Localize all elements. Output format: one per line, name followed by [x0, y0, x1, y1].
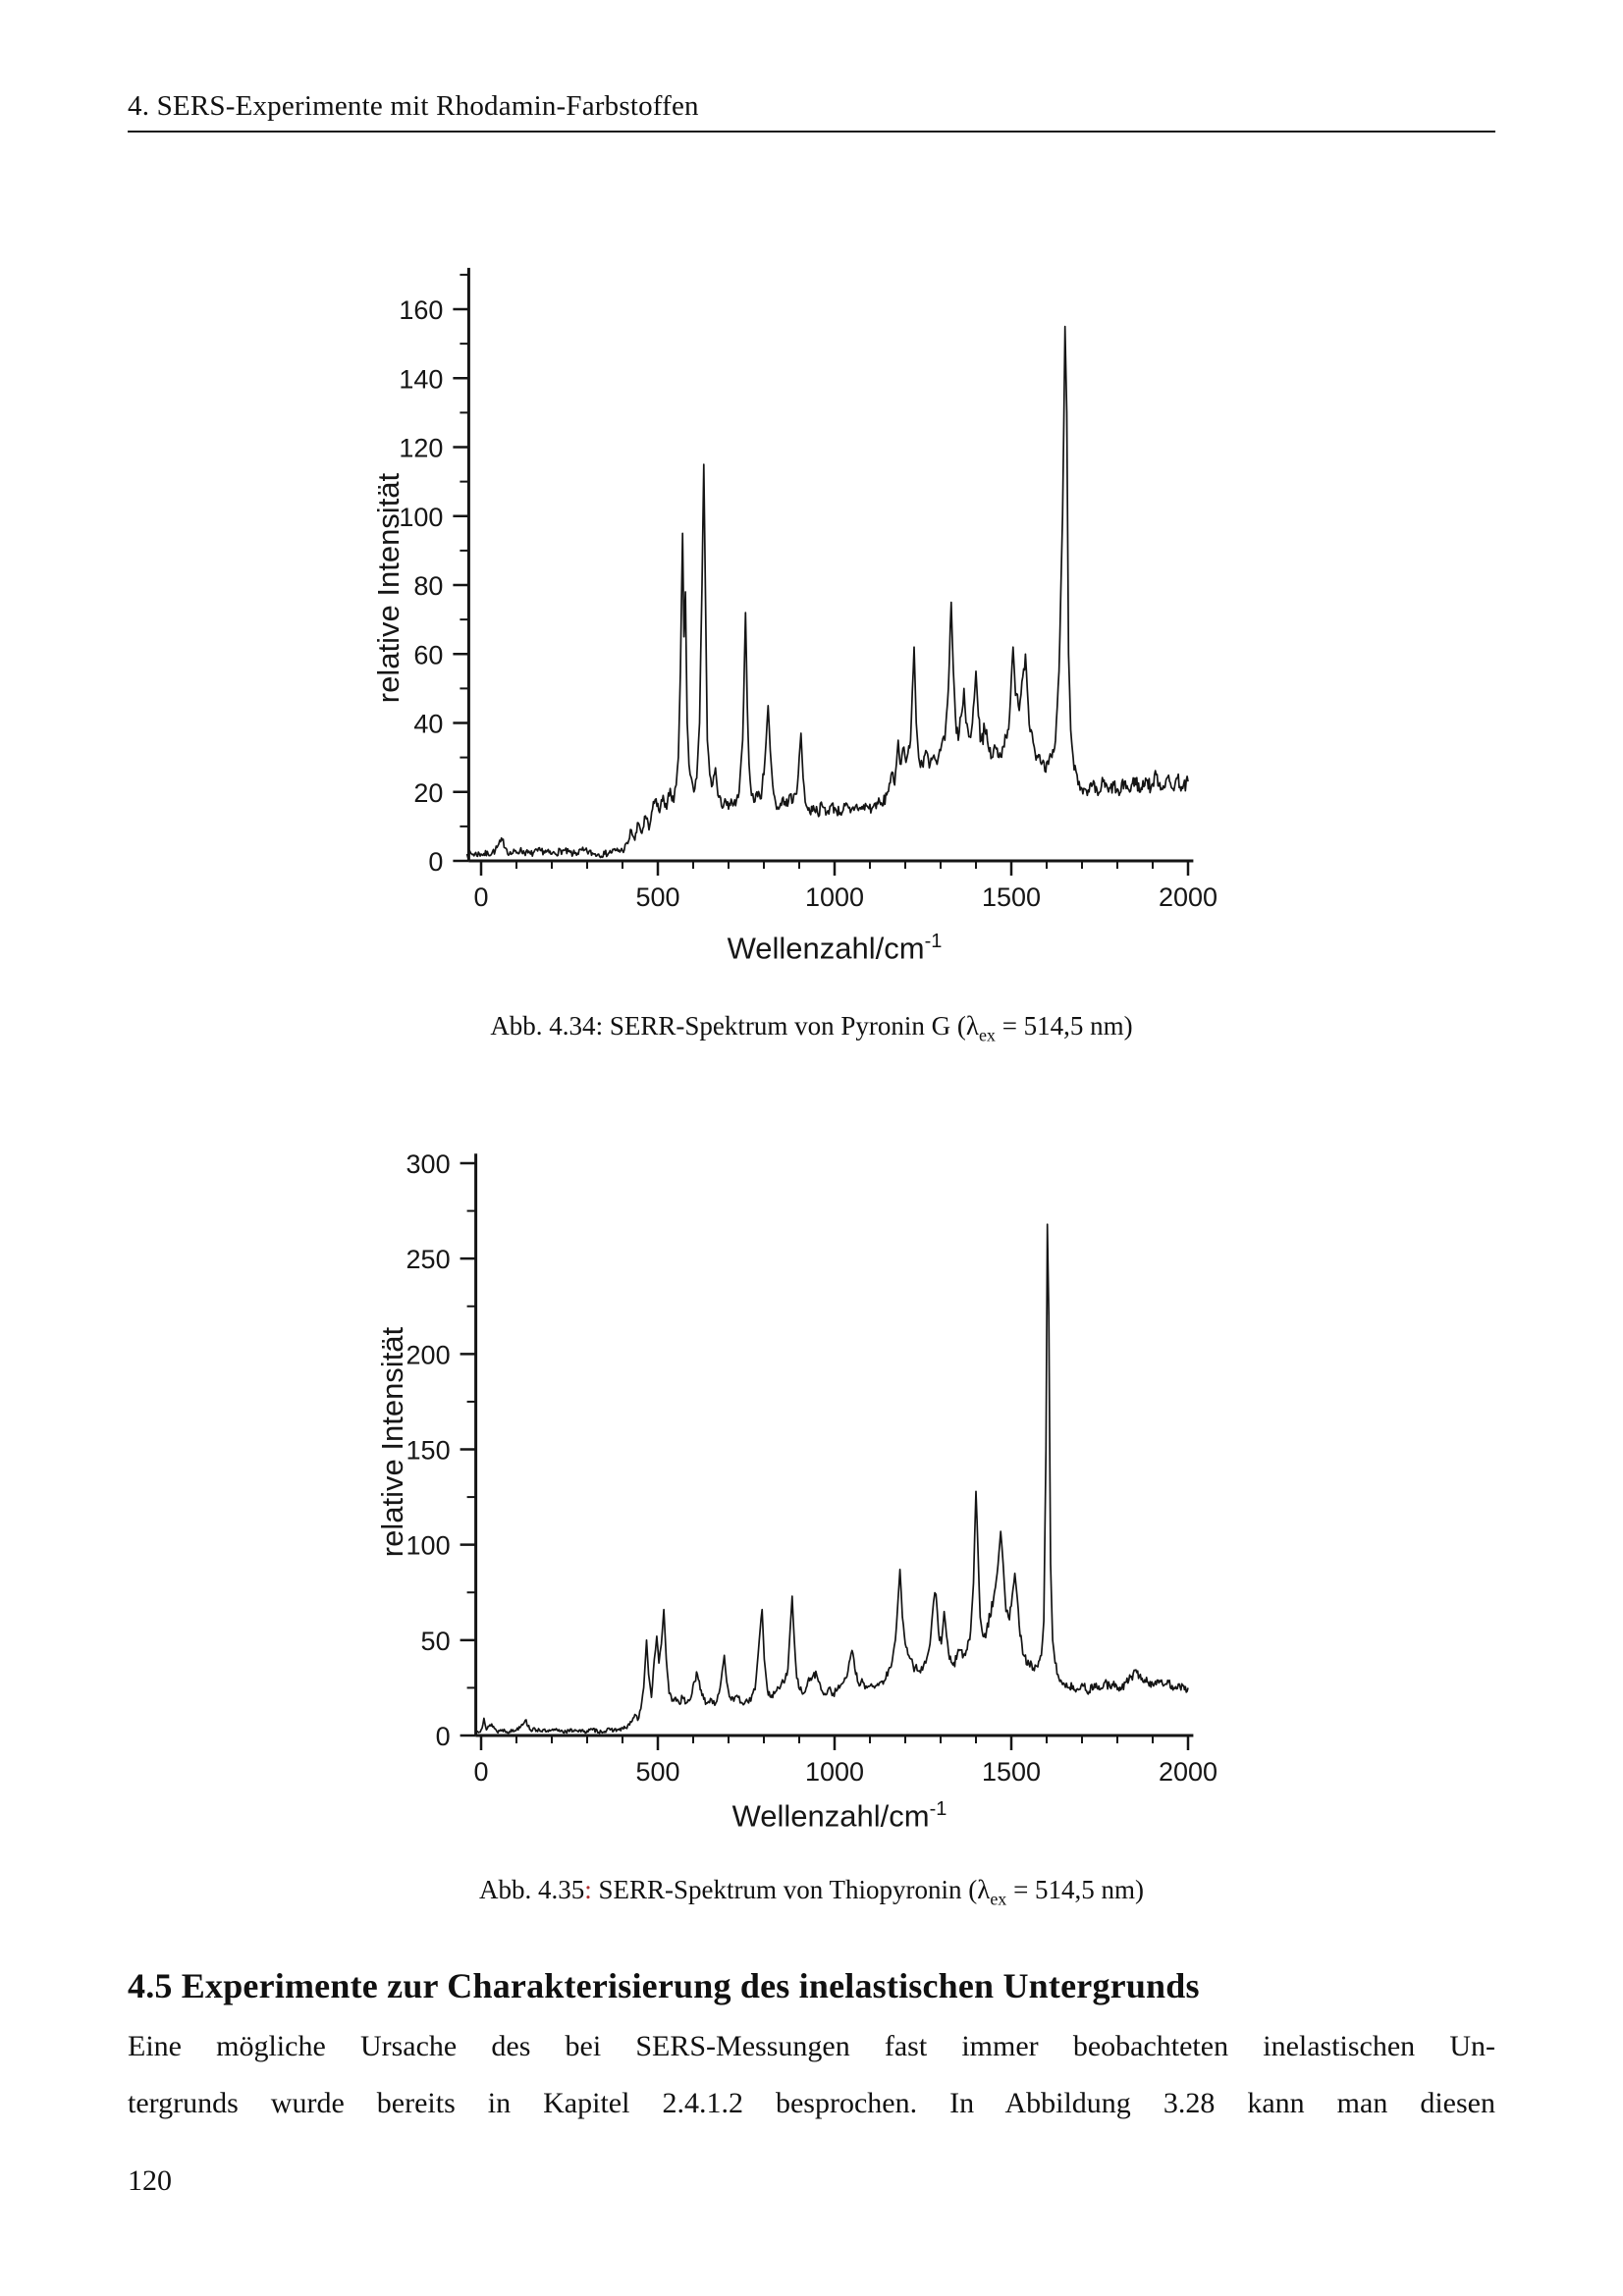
y-tick-label: 250 — [406, 1245, 451, 1275]
y-tick-label: 160 — [399, 295, 444, 325]
caption-text-end: = 514,5 nm) — [995, 1011, 1133, 1041]
caption-label: Abb. 4.34 — [490, 1011, 596, 1041]
x-tick-label: 0 — [473, 882, 489, 913]
caption-colon: : — [595, 1011, 604, 1041]
x-tick-label: 2000 — [1158, 1757, 1218, 1788]
x-tick-label: 2000 — [1158, 882, 1218, 913]
caption-text: SERR-Spektrum von Pyronin G (λ — [603, 1011, 979, 1041]
y-tick-label: 100 — [399, 502, 444, 532]
page-number: 120 — [128, 2164, 172, 2197]
caption-label: Abb. 4.35 — [478, 1875, 585, 1904]
x-axis-label-base: Wellenzahl/cm — [731, 1798, 930, 1834]
x-tick-label: 1500 — [981, 882, 1042, 913]
caption-text: SERR-Spektrum von Thiopyronin (λ — [591, 1875, 991, 1904]
spectrum-trace — [476, 1224, 1188, 1733]
x-tick-label: 500 — [635, 882, 680, 913]
caption-lambda-subscript: ex — [990, 1889, 1007, 1909]
y-axis-label-thiopyronin: relative Intensität — [375, 1326, 409, 1558]
y-tick-label: 20 — [413, 777, 444, 808]
y-axis-label-pyronin: relative Intensität — [371, 472, 406, 704]
serr-spectrum-chart-pyronin-g — [324, 255, 1257, 952]
x-axis-label-exponent: -1 — [929, 1798, 947, 1820]
caption-lambda-subscript: ex — [978, 1025, 996, 1045]
y-tick-label: 80 — [413, 571, 444, 601]
x-tick-label: 1500 — [981, 1757, 1042, 1788]
paragraph-line-1: Eine mögliche Ursache des bei SERS-Messungen fast immer beobachteten inelastischen Un- — [128, 2030, 1495, 2062]
figure-caption-abb-4-34 — [128, 1011, 1495, 1045]
x-tick-label: 1000 — [804, 882, 865, 913]
header-rule — [128, 131, 1495, 133]
running-header: 4. SERS-Experimente mit Rhodamin-Farbstoffen — [128, 90, 699, 122]
spectrum-trace — [467, 327, 1188, 858]
y-tick-label: 0 — [435, 1722, 451, 1751]
y-tick-label: 0 — [428, 847, 444, 877]
x-tick-label: 0 — [473, 1757, 489, 1788]
y-tick-label: 140 — [399, 364, 444, 395]
y-tick-label: 40 — [413, 709, 444, 739]
figure-caption-abb-4-35 — [128, 1875, 1495, 1909]
y-tick-label: 100 — [406, 1530, 451, 1561]
x-axis-label-base: Wellenzahl/cm — [727, 931, 925, 966]
y-tick-label: 60 — [413, 640, 444, 670]
serr-spectrum-chart-thiopyronin — [324, 1129, 1257, 1816]
y-tick-label: 120 — [399, 433, 444, 463]
paragraph-line-2: tergrunds wurde bereits in Kapitel 2.4.1.2 besprochen. In Abbildung 3.28 kann man diesen — [128, 2087, 1495, 2119]
caption-text-end: = 514,5 nm) — [1006, 1875, 1145, 1904]
y-tick-label: 200 — [406, 1340, 451, 1370]
caption-colon: : — [584, 1875, 592, 1904]
section-heading: 4.5 Experimente zur Charakterisierung des inelastischen Untergrunds — [128, 1966, 1200, 2005]
x-axis-label-exponent: -1 — [924, 931, 943, 952]
y-tick-label: 150 — [406, 1435, 451, 1466]
y-tick-label: 50 — [420, 1626, 451, 1656]
x-tick-label: 500 — [635, 1757, 680, 1788]
y-tick-label: 300 — [406, 1149, 451, 1180]
x-axis-label-pyronin — [589, 931, 1080, 966]
x-axis-label-thiopyronin — [594, 1798, 1085, 1834]
x-tick-label: 1000 — [804, 1757, 865, 1788]
